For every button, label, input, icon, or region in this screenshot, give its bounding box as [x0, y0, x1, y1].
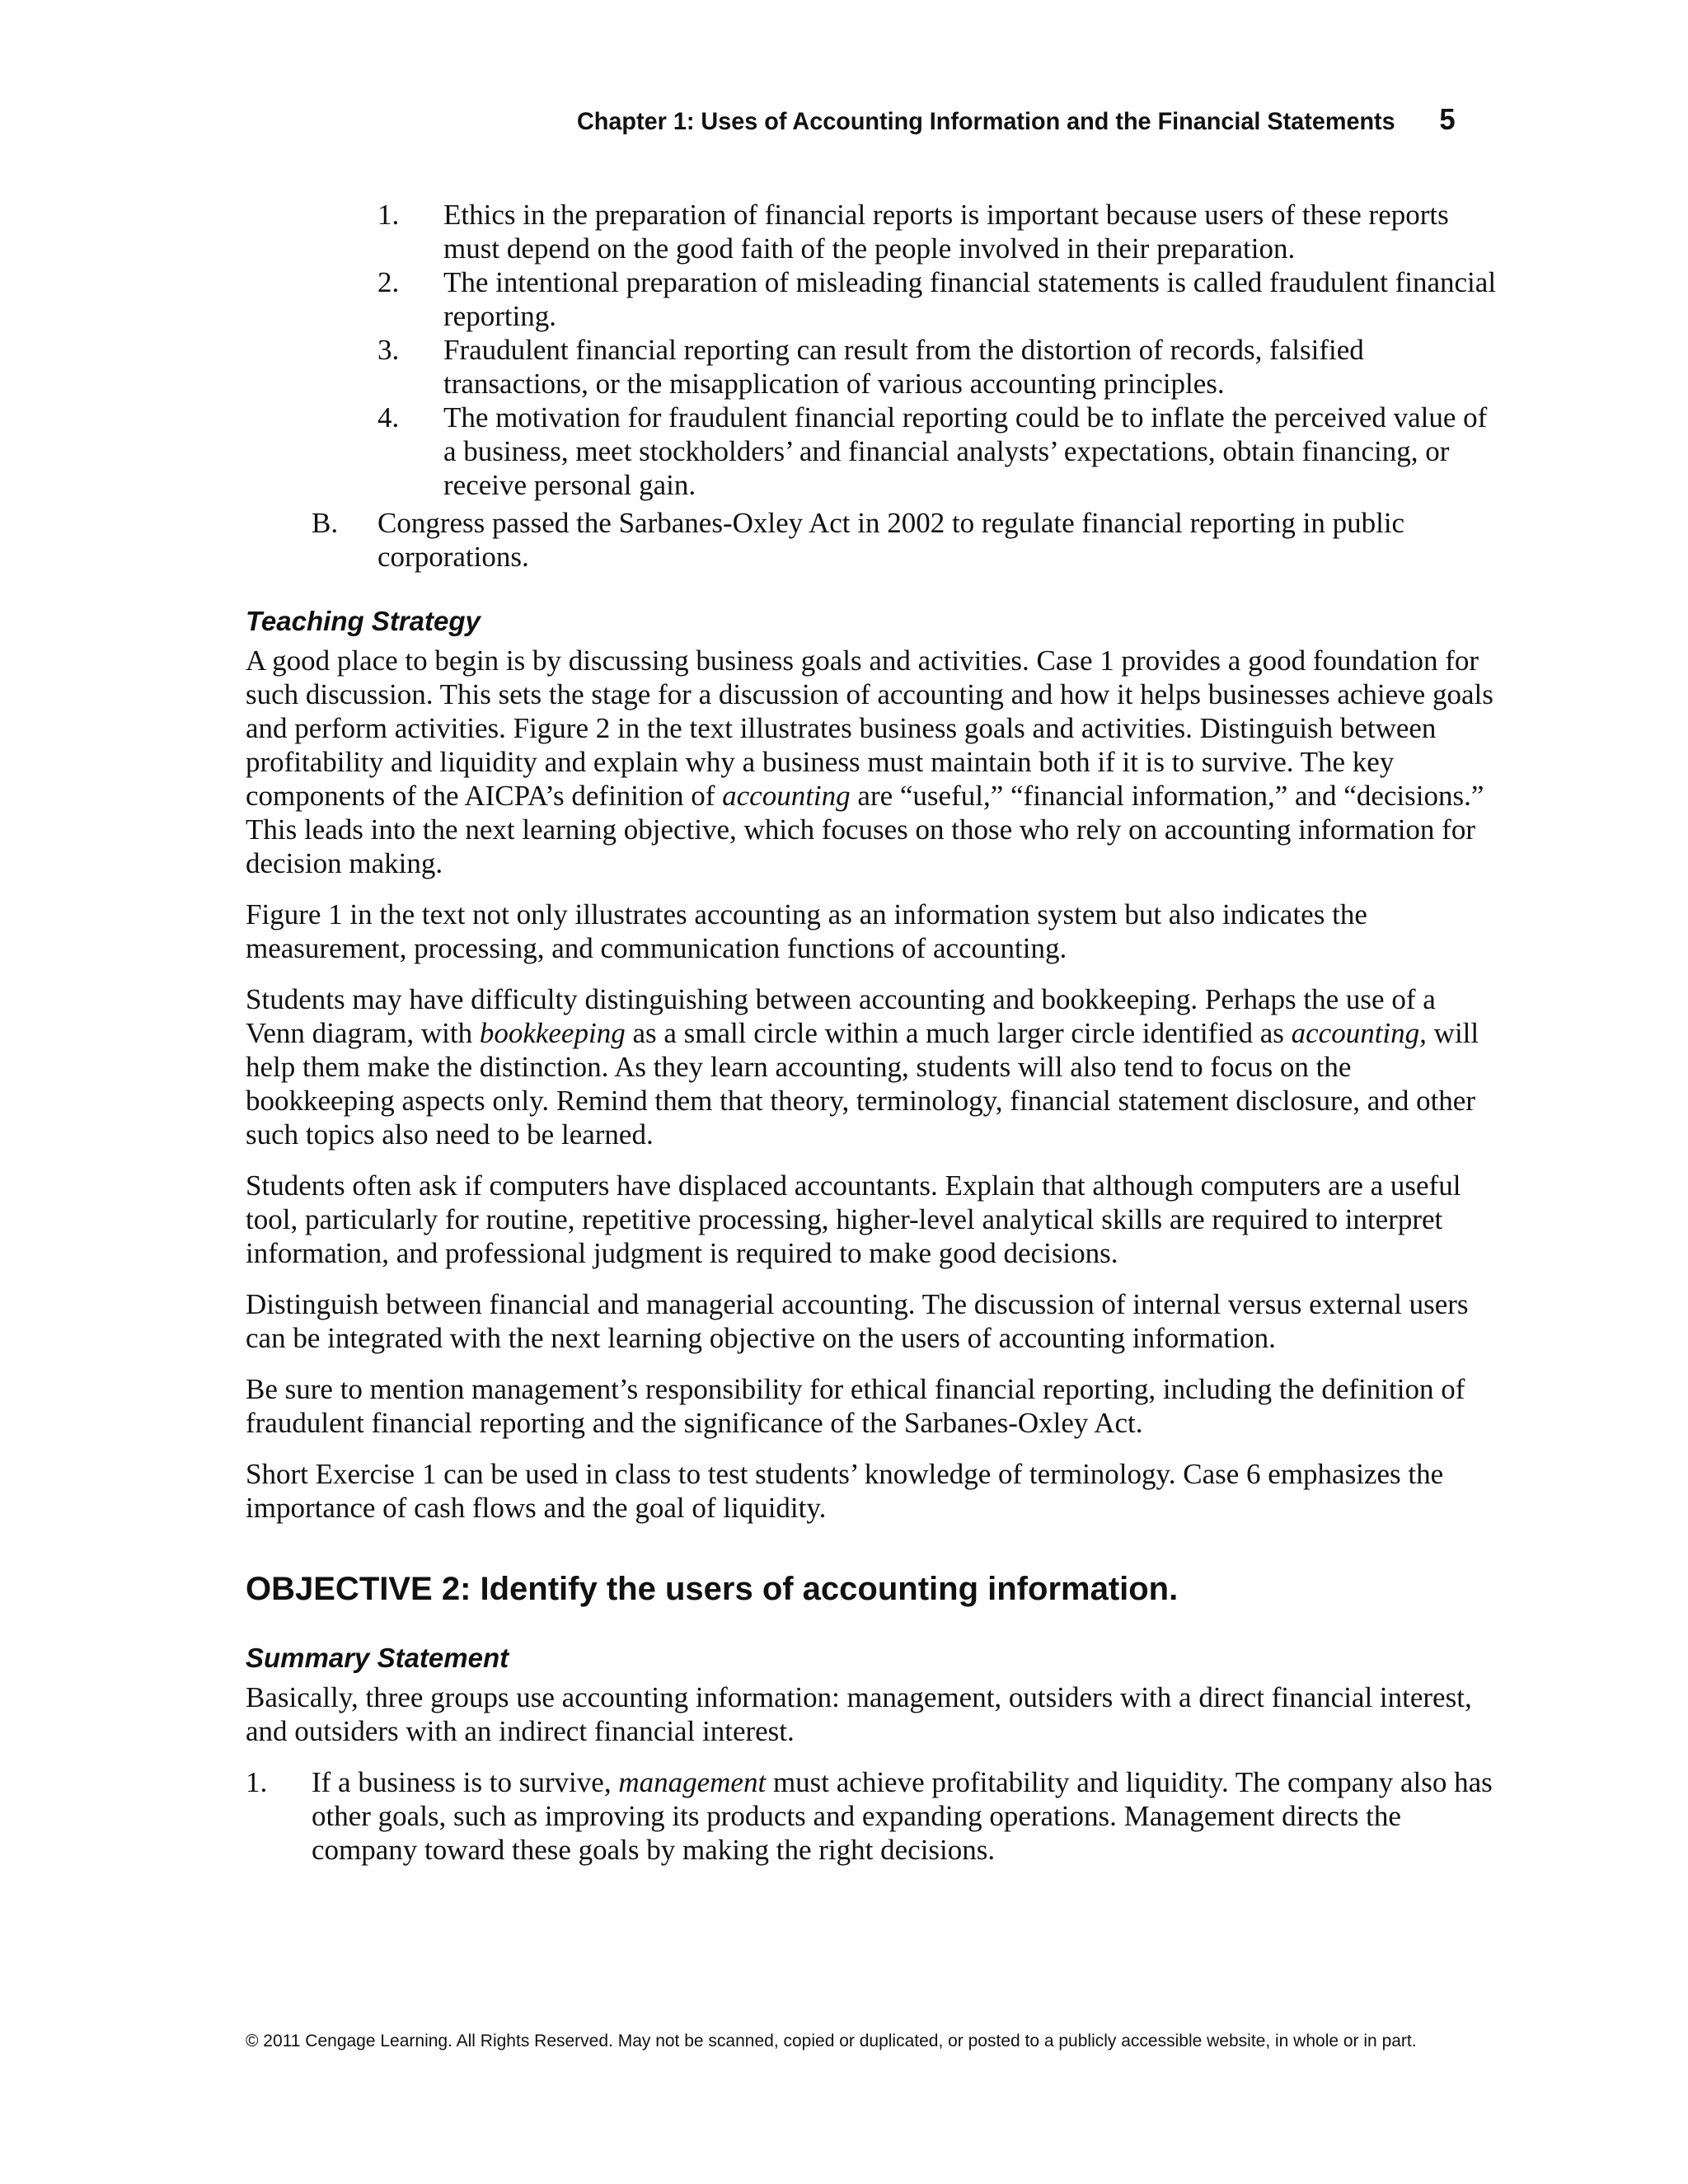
- paragraph: Be sure to mention management’s responsibility for ethical financial reporting, including the definition of fraudulent financial reporting and the significance of the Sarbanes-Oxley Act.: [246, 1373, 1465, 1439]
- paragraph: Figure 1 in the text not only illustrates accounting as an information system but also indicates the measurement, processing, and communication functions of accounting.: [246, 898, 1367, 964]
- chapter-title: Chapter 1: Uses of Accounting Information and the Financial Statements: [577, 108, 1395, 135]
- list-item-text: Ethics in the preparation of financial reports is important because users of these reports must depend on the good faith of the people involved in their preparation.: [443, 199, 1449, 265]
- list-item-text: The motivation for fraudulent financial reporting could be to inflate the perceived value of a business, meet stockholders’ and financial analysts’ expectations, obtain financing, or receive personal gain.: [443, 401, 1488, 501]
- running-header: [577, 102, 1456, 137]
- list-marker: 2.: [377, 266, 400, 298]
- list-item: [377, 265, 1498, 333]
- section-heading: Summary Statement: [246, 1643, 509, 1673]
- paragraph: Distinguish between financial and managerial accounting. The discussion of internal versus external users can be integrated with the next learning objective on the users of accounting information.: [246, 1288, 1469, 1354]
- list-marker: 1.: [246, 1766, 268, 1798]
- list-marker: B.: [312, 507, 339, 539]
- paragraph: A good place to begin is by discussing business goals and activities. Case 1 provides a good foundation for such discussion. This sets the stage for a discussion of accounting and how it helps businesses achieve goals and perform activities. Figure 2 in the text illustrates business goals and activities. Distinguish between profitability and liquidity and explain why a business must maintain both if it is to survive. The key components of the AICPA’s definition of accounting are “useful,” “financial information,” and “decisions.” This leads into the next learning objective, which focuses on those who rely on accounting information for decision making.: [246, 644, 1493, 879]
- list-item: [377, 198, 1498, 265]
- page-number: 5: [1439, 102, 1456, 136]
- list-marker: 1.: [377, 199, 400, 231]
- list-item: [312, 506, 1498, 574]
- section-heading: Teaching Strategy: [246, 606, 481, 636]
- paragraph: Short Exercise 1 can be used in class to test students’ knowledge of terminology. Case 6 emphasizes the importance of cash flows and the goal of liquidity.: [246, 1458, 1444, 1524]
- lettered-list: [312, 506, 1498, 574]
- list-item-text: Fraudulent financial reporting can result from the distortion of records, falsified transactions, or the misapplication of various accounting principles.: [443, 334, 1364, 400]
- copyright-footer: © 2011 Cengage Learning. All Rights Reserved. May not be scanned, copied or duplicated, or posted to a publicly accessible website, in whole or in part.: [246, 2032, 1417, 2050]
- list-marker: 3.: [377, 334, 400, 366]
- paragraph: Basically, three groups use accounting information: management, outsiders with a direct financial interest, and outsiders with an indirect financial interest.: [246, 1681, 1472, 1747]
- list-item-text: If a business is to survive, management must achieve profitability and liquidity. The company also has other goals, such as improving its products and expanding operations. Management directs the company toward these goals by making the right decisions.: [312, 1766, 1493, 1866]
- teaching-strategy-section: [246, 605, 1498, 1542]
- list-marker: 4.: [377, 401, 400, 434]
- objective-2-section: [246, 1569, 1498, 1609]
- paragraph: Students may have difficulty distinguishing between accounting and bookkeeping. Perhaps the use of a Venn diagram, with bookkeeping as a small circle within a much larger circle identified as accounting, will help them make the distinction. As they learn accounting, students will also tend to focus on the bookkeeping aspects only. Remind them that theory, terminology, financial statement disclosure, and other such topics also need to be learned.: [246, 983, 1479, 1151]
- list-item: [246, 1765, 1498, 1867]
- list-item: [377, 333, 1498, 401]
- list-item: [377, 401, 1498, 502]
- paragraph: Students often ask if computers have displaced accountants. Explain that although computers are a useful tool, particularly for routine, repetitive processing, higher-level analytical skills are required to interpret information, and professional judgment is required to make good decisions.: [246, 1169, 1461, 1269]
- summary-statement-section: [246, 1642, 1498, 1867]
- numbered-list: [377, 198, 1498, 502]
- objective-heading: OBJECTIVE 2: Identify the users of accounting information.: [246, 1571, 1179, 1607]
- list-item-text: The intentional preparation of misleading financial statements is called fraudulent financial reporting.: [443, 266, 1497, 332]
- list-item-text: Congress passed the Sarbanes-Oxley Act in 2002 to regulate financial reporting in public corporations.: [377, 507, 1405, 573]
